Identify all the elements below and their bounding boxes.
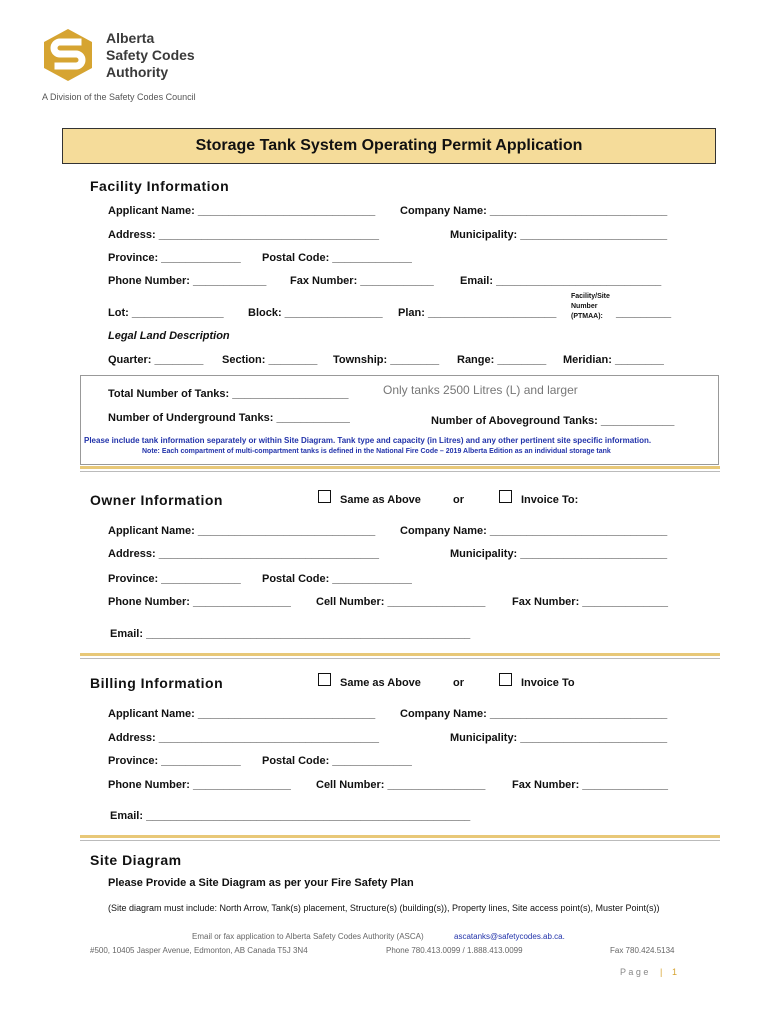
billing-heading: Billing Information [90,675,224,691]
facility-email-field[interactable]: Email: ___________________________ [460,275,662,287]
page-number-label: P a g e [620,967,649,977]
footer-email-link[interactable]: ascatanks@safetycodes.ab.ca. [454,932,565,941]
section-divider-thin [80,840,720,841]
facility-applicant-name-field[interactable]: Applicant Name: _____________________________ [108,205,376,217]
facility-heading: Facility Information [90,178,230,194]
logo-mark-icon [42,28,94,82]
meridian-field[interactable]: Meridian: ________ [563,354,664,366]
billing-same-as-above-checkbox[interactable] [318,673,331,686]
owner-postal-code-field[interactable]: Postal Code: _____________ [262,573,412,585]
facility-municipality-field[interactable]: Municipality: ________________________ [450,229,668,241]
facility-lot-field[interactable]: Lot: _______________ [108,307,224,319]
site-diagram-instruction: Please Provide a Site Diagram as per your Fire Safety Plan [108,877,414,889]
billing-fax-field[interactable]: Fax Number: ______________ [512,779,668,791]
brand-line1: Alberta [106,30,155,46]
section-divider-thin [80,658,720,659]
facility-block-field[interactable]: Block: ________________ [248,307,383,319]
facility-postal-code-field[interactable]: Postal Code: _____________ [262,252,412,264]
section-divider [80,835,720,838]
legal-land-description-label: Legal Land Description [108,330,230,342]
owner-same-as-above-checkbox[interactable] [318,490,331,503]
facility-fax-field[interactable]: Fax Number: ____________ [290,275,434,287]
facility-phone-field[interactable]: Phone Number: ____________ [108,275,267,287]
owner-heading: Owner Information [90,492,223,508]
facility-site-number-label-3: (PTMAA): [571,313,603,320]
facility-site-number-field[interactable]: _________ [616,307,672,319]
brand-division: A Division of the Safety Codes Council [42,92,196,102]
billing-postal-code-field[interactable]: Postal Code: _____________ [262,755,412,767]
section-divider [80,653,720,656]
facility-address-field[interactable]: Address: ____________________________________ [108,229,379,241]
facility-site-number-label-2: Number [571,303,598,310]
aboveground-tanks-field[interactable]: Number of Aboveground Tanks: ____________ [431,415,675,427]
owner-applicant-name-field[interactable]: Applicant Name: _____________________________ [108,525,376,537]
billing-address-field[interactable]: Address: ____________________________________ [108,732,379,744]
owner-fax-field[interactable]: Fax Number: ______________ [512,596,668,608]
section-divider [80,466,720,469]
owner-address-field[interactable]: Address: ____________________________________ [108,548,379,560]
footer-fax: Fax 780.424.5134 [610,946,675,955]
brand-line3: Authority [106,64,169,80]
tank-size-note: Only tanks 2500 Litres (L) and larger [383,383,578,397]
brand-line2: Safety Codes [106,47,195,63]
quarter-field[interactable]: Quarter: ________ [108,354,204,366]
facility-company-name-field[interactable]: Company Name: _____________________________ [400,205,668,217]
owner-company-name-field[interactable]: Company Name: _____________________________ [400,525,668,537]
billing-province-field[interactable]: Province: _____________ [108,755,241,767]
billing-email-field[interactable]: Email: _____________________________________________________ [110,810,471,822]
billing-or-label: or [453,677,464,689]
owner-or-label: or [453,494,464,506]
billing-cell-field[interactable]: Cell Number: ________________ [316,779,486,791]
billing-phone-field[interactable]: Phone Number: ________________ [108,779,291,791]
billing-company-name-field[interactable]: Company Name: _____________________________ [400,708,668,720]
tank-info-instruction: Please include tank information separately or within Site Diagram. Tank type and capacity (in Litres) and any other pertinent site specific information. [84,436,652,445]
page-number: 1 [672,967,678,977]
billing-invoice-to-label: Invoice To [521,677,575,689]
site-diagram-requirements: (Site diagram must include: North Arrow, Tank(s) placement, Structure(s) (building(s)), Property lines, Site access point(s), Muster Point(s)) [108,903,660,913]
billing-municipality-field[interactable]: Municipality: ________________________ [450,732,668,744]
billing-same-as-above-label: Same as Above [340,677,421,689]
owner-phone-field[interactable]: Phone Number: ________________ [108,596,291,608]
site-diagram-heading: Site Diagram [90,852,182,868]
owner-invoice-to-label: Invoice To: [521,494,579,506]
facility-province-field[interactable]: Province: _____________ [108,252,241,264]
footer-phone: Phone 780.413.0099 / 1.888.413.0099 [386,946,523,955]
billing-invoice-to-checkbox[interactable] [499,673,512,686]
section-divider-thin [80,471,720,472]
page-number-separator: | [660,967,663,977]
facility-site-number-label-1: Facility/Site [571,293,610,300]
owner-cell-field[interactable]: Cell Number: ________________ [316,596,486,608]
page-title: Storage Tank System Operating Permit Application [195,137,583,154]
range-field[interactable]: Range: ________ [457,354,547,366]
total-tanks-field[interactable]: Total Number of Tanks: ___________________ [108,388,349,400]
township-field[interactable]: Township: ________ [333,354,440,366]
facility-plan-field[interactable]: Plan: _____________________ [398,307,557,319]
underground-tanks-field[interactable]: Number of Underground Tanks: ____________ [108,412,350,424]
billing-applicant-name-field[interactable]: Applicant Name: _____________________________ [108,708,376,720]
owner-municipality-field[interactable]: Municipality: ________________________ [450,548,668,560]
footer-address: #500, 10405 Jasper Avenue, Edmonton, AB Canada T5J 3N4 [90,946,308,955]
owner-same-as-above-label: Same as Above [340,494,421,506]
asca-logo [42,28,94,82]
compartment-note: Note: Each compartment of multi-compartment tanks is defined in the National Fire Code – 2019 Alberta Edition as an individual storage tank [142,448,611,455]
section-field[interactable]: Section: ________ [222,354,318,366]
owner-invoice-to-checkbox[interactable] [499,490,512,503]
owner-province-field[interactable]: Province: _____________ [108,573,241,585]
footer-email-instruction: Email or fax application to Alberta Safety Codes Authority (ASCA) [192,932,424,941]
title-box [62,128,716,164]
owner-email-field[interactable]: Email: _____________________________________________________ [110,628,471,640]
